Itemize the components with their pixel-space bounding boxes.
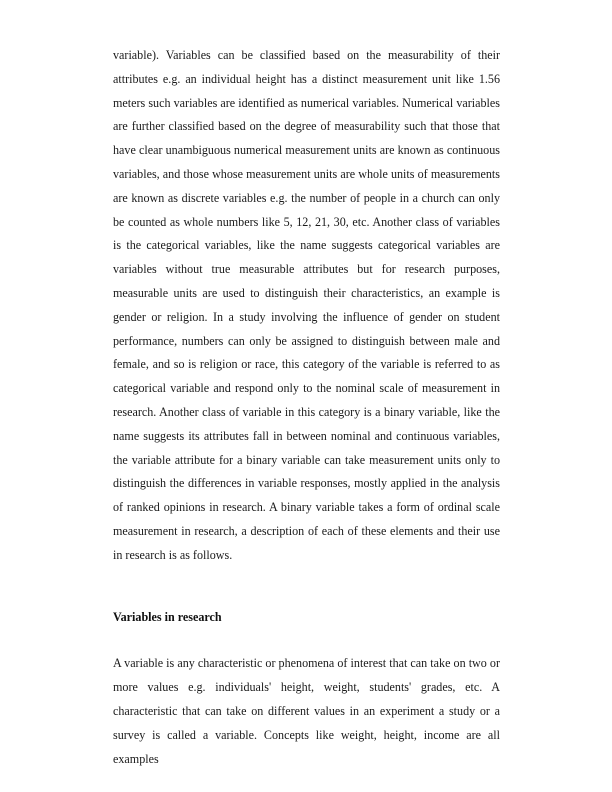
page-content-column: [113, 44, 500, 771]
paragraph-variable-definition: A variable is any characteristic or phenomena of interest that can take on two or more values e.g. individuals' height, weight, students' grades, etc. A characteristic that can take on different values in an experiment a study or a survey is called a variable. Concepts like weight, height, income are all examples: [113, 656, 500, 766]
spacer-after-heading: [113, 629, 500, 652]
paragraph-variable-classification: variable). Variables can be classified based on the measurability of their attributes e.g. an individual height has a distinct measurement unit like 1.56 meters such variables are identified as numerical variables. Numerical variables are further classified based on the degree of measurability such that those that have clear unambiguous numerical measurement units are known as continuous variables, and those whose measurement units are whole units of measurements are known as discrete variables e.g. the number of people in a church can only be counted as whole numbers like 5, 12, 21, 30, etc. Another class of variables is the categorical variables, like the name suggests categorical variables are variables without true measurable attributes but for research purposes, measurable units are used to distinguish their characteristics, an example is gender or religion. In a study involving the influence of gender on student performance, numbers can only be assigned to distinguish between male and female, and so is religion or race, this category of the variable is referred to as categorical variable and respond only to the nominal scale of measurement in research. Another class of variable in this category is a binary variable, like the name suggests its attributes fall in between nominal and continuous variables, the variable attribute for a binary variable can take measurement units only to distinguish the differences in variable responses, mostly applied in the analysis of ranked opinions in research. A binary variable takes a form of ordinal scale measurement in research, a description of each of these elements and their use in research is as follows.: [113, 48, 500, 562]
spacer-before-heading: [113, 568, 500, 606]
section-heading-variables-in-research: Variables in research: [113, 609, 222, 624]
